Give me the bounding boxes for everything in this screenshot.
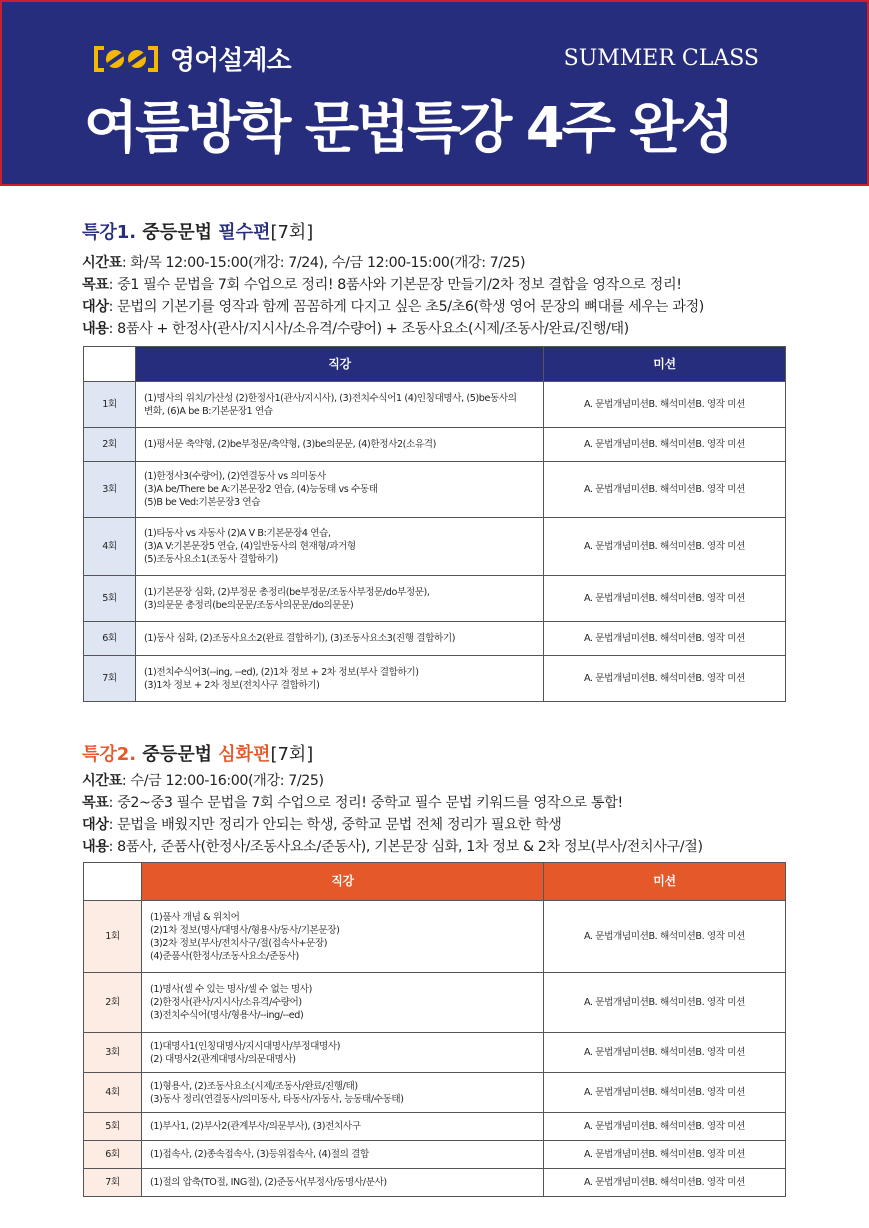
table-row [84, 1141, 786, 1169]
lecture-content [136, 576, 544, 622]
table-row [84, 1113, 786, 1141]
table-header-lecture: 직강 [142, 863, 544, 901]
lecture-content [142, 1169, 544, 1197]
lecture-line: (2)한정사(관사/지시사/소유격/수량어) [150, 997, 302, 1008]
lecture-content [136, 622, 544, 656]
lecture-line: (1)동사 심화, (2)조동사요소2(완료 결합하기), (3)조동사요소3(진행 결합하기) [144, 633, 456, 644]
section1-highlight: 필수편 [218, 222, 271, 243]
lecture-line: (1)품사 개념 & 위치어 [150, 911, 240, 923]
session-number: 1회 [84, 382, 136, 428]
mission-cell: A. 문법개념미션B. 해석미션B. 영작 미션 [544, 518, 786, 576]
session-number: 6회 [84, 622, 136, 656]
mission-cell: A. 문법개념미션B. 해석미션B. 영작 미션 [544, 901, 786, 973]
mission-cell: A. 문법개념미션B. 해석미션B. 영작 미션 [544, 656, 786, 702]
table-row [84, 1169, 786, 1197]
section2-goal: 목표: 중2~중3 필수 문법을 7회 수업으로 정리! 중학교 필수 문법 키워드를 영작으로 통합! [82, 795, 623, 811]
lecture-content [136, 518, 544, 576]
header-banner [0, 0, 869, 186]
lecture-line: (1)부사1, (2)부사2(관계부사/의문부사), (3)전치사구 [150, 1121, 361, 1132]
lecture-line: (3)동사 정리(연결동사/의미동사, 타동사/자동사, 능동태/수동태) [150, 1093, 404, 1105]
mission-cell: A. 문법개념미션B. 해석미션B. 영작 미션 [544, 382, 786, 428]
session-number: 5회 [84, 576, 136, 622]
table-row [84, 1033, 786, 1073]
lecture-line: (1)접속사, (2)종속접속사, (3)등위접속사, (4)절의 결합 [150, 1149, 369, 1160]
mission-cell: A. 문법개념미션B. 해석미션B. 영작 미션 [544, 1113, 786, 1141]
lecture-line: (1)평서문 축약형, (2)be부정문/축약형, (3)be의문문, (4)한정사2(소유격) [144, 439, 436, 450]
lecture-line: (1)전치수식어3(--ing, --ed), (2)1차 정보 + 2차 정보(부사 결합하기) [144, 666, 419, 678]
lecture-line: (5)조동사요소1(조동사 결합하기) [144, 554, 278, 565]
lecture-content [142, 1113, 544, 1141]
session-number: 4회 [84, 1073, 142, 1113]
table-header-mission: 미션 [544, 347, 786, 382]
section1-title [82, 218, 313, 244]
table-header-mission: 미션 [544, 863, 786, 901]
lecture-line: (3)A V:기본문장5 연습, (4)일반동사의 현재형/과거형 [144, 541, 356, 552]
mission-cell: A. 문법개념미션B. 해석미션B. 영작 미션 [544, 973, 786, 1033]
mission-cell: A. 문법개념미션B. 해석미션B. 영작 미션 [544, 1033, 786, 1073]
lecture-line: (1)명사의 위치/가산성 (2)한정사1(관사/지시사), (3)전치수식어1 (4)인칭대명사, (5)be동사의 [144, 392, 517, 404]
lecture-line: (2) 대명사2(관계대명사/의문대명사) [150, 1053, 296, 1065]
lecture-content [136, 382, 544, 428]
section2-count: [7회] [270, 744, 314, 765]
session-number: 7회 [84, 656, 136, 702]
mission-cell: A. 문법개념미션B. 해석미션B. 영작 미션 [544, 462, 786, 518]
lecture-line: (5)B be Ved:기본문장3 연습 [144, 497, 261, 508]
lecture-line: (2)1차 정보(명사/대명사/형용사/동사/기본문장) [150, 924, 340, 936]
lecture-line: 변화, (6)A be B:기본문장1 연습 [144, 405, 273, 417]
table-row [84, 973, 786, 1033]
lecture-content [142, 1033, 544, 1073]
session-number: 3회 [84, 462, 136, 518]
lecture-content [136, 656, 544, 702]
lecture-line: (3)1차 정보 + 2차 정보(전치사구 결합하기) [144, 679, 320, 691]
brand-logo[interactable] [94, 40, 291, 77]
section1-pre: 중등문법 [142, 222, 212, 243]
lecture-line: (3)의문문 총정리(be의문문/조동사의문문/do의문문) [144, 599, 354, 611]
lecture-line: (1)절의 압축(TO절, ING절), (2)준동사(부정사/동명사/분사) [150, 1177, 387, 1188]
lecture-content [136, 428, 544, 462]
session-number: 7회 [84, 1169, 142, 1197]
session-number: 5회 [84, 1113, 142, 1141]
lecture-line: (3)2차 정보(부사/전치사구/절(접속사+문장) [150, 937, 328, 949]
lecture-content [142, 973, 544, 1033]
section1-schedule: 시간표: 화/목 12:00-15:00(개강: 7/24), 수/금 12:00-15:00(개강: 7/25) [82, 255, 526, 271]
section1-target: 대상: 문법의 기본기를 영작과 함께 꼼꼼하게 다지고 싶은 초5/초6(학생 영어 문장의 뼈대를 세우는 과정) [82, 299, 704, 315]
section2-content: 내용: 8품사, 준품사(한정사/조동사요소/준동사), 기본문장 심화, 1차 정보 & 2차 정보(부사/전치사구/절) [82, 839, 703, 855]
session-number: 1회 [84, 901, 142, 973]
table-row [84, 462, 786, 518]
mission-cell: A. 문법개념미션B. 해석미션B. 영작 미션 [544, 622, 786, 656]
section2-title [82, 740, 313, 766]
mission-cell: A. 문법개념미션B. 해석미션B. 영작 미션 [544, 1141, 786, 1169]
section1-info [82, 252, 704, 340]
session-number: 2회 [84, 973, 142, 1033]
lecture-line: (3)전치수식어(명사/형용사/--ing/--ed) [150, 1010, 304, 1021]
lecture-line: (3)A be/There be A:기본문장2 연습, (4)능동태 vs 수동태 [144, 484, 378, 495]
section2-info [82, 770, 703, 858]
lecture-content [142, 1073, 544, 1113]
lecture-line: (1)기본문장 심화, (2)부정문 총정리(be부정문/조동사부정문/do부정문), [144, 586, 430, 598]
lecture-line: (1)한정사3(수량어), (2)연결동사 vs 의미동사 [144, 471, 326, 482]
table-row [84, 901, 786, 973]
mission-cell: A. 문법개념미션B. 해석미션B. 영작 미션 [544, 1073, 786, 1113]
section2-number: 특강2. [82, 744, 137, 765]
lecture-line: (4)준품사(한정사/조동사요소/준동사) [150, 950, 299, 962]
mission-cell: A. 문법개념미션B. 해석미션B. 영작 미션 [544, 576, 786, 622]
section1-table [83, 346, 786, 702]
section1-count: [7회] [270, 222, 314, 243]
lecture-content [136, 462, 544, 518]
section1-content: 내용: 8품사 + 한정사(관사/지시사/소유격/수량어) + 조동사요소(시제/조동사/완료/진행/태) [82, 321, 629, 337]
table-row [84, 428, 786, 462]
table-row [84, 1073, 786, 1113]
section2-pre: 중등문법 [142, 744, 212, 765]
lecture-content [142, 901, 544, 973]
mission-cell: A. 문법개념미션B. 해석미션B. 영작 미션 [544, 1169, 786, 1197]
lecture-content [142, 1141, 544, 1169]
section1-goal: 목표: 중1 필수 문법을 7회 수업으로 정리! 8품사와 기본문장 만들기/2차 정보 결합을 영작으로 정리! [82, 277, 682, 293]
session-number: 3회 [84, 1033, 142, 1073]
table-row [84, 518, 786, 576]
section1-number: 특강1. [82, 222, 137, 243]
summer-class-label: SUMMER CLASS [563, 46, 759, 71]
session-number: 4회 [84, 518, 136, 576]
logo-text: 영어설계소 [170, 46, 291, 76]
table-row [84, 656, 786, 702]
session-number: 2회 [84, 428, 136, 462]
lecture-line: (1)대명사1(인칭대명사/지시대명사/부정대명사) [150, 1040, 341, 1052]
section2-target: 대상: 문법을 배웠지만 정리가 안되는 학생, 중학교 문법 전체 정리가 필요한 학생 [82, 817, 562, 833]
table-corner [84, 347, 136, 382]
section2-highlight: 심화편 [218, 744, 271, 765]
table-row [84, 622, 786, 656]
page-title: 여름방학 문법특강 4주 완성 [84, 96, 732, 161]
table-corner [84, 863, 142, 901]
lecture-line: (1)형용사, (2)조동사요소(시제/조동사/완료/진행/태) [150, 1080, 358, 1092]
lecture-line: (1)명사(셀 수 있는 명사/셀 수 없는 명사) [150, 984, 312, 995]
session-number: 6회 [84, 1141, 142, 1169]
lecture-line: (1)타동사 vs 자동사 (2)A V B:기본문장4 연습, [144, 528, 331, 539]
mission-cell: A. 문법개념미션B. 해석미션B. 영작 미션 [544, 428, 786, 462]
table-row [84, 382, 786, 428]
section2-schedule: 시간표: 수/금 12:00-16:00(개강: 7/25) [82, 773, 324, 789]
table-row [84, 576, 786, 622]
logo-icon [94, 44, 158, 74]
section2-table [83, 862, 786, 1197]
table-header-lecture: 직강 [136, 347, 544, 382]
